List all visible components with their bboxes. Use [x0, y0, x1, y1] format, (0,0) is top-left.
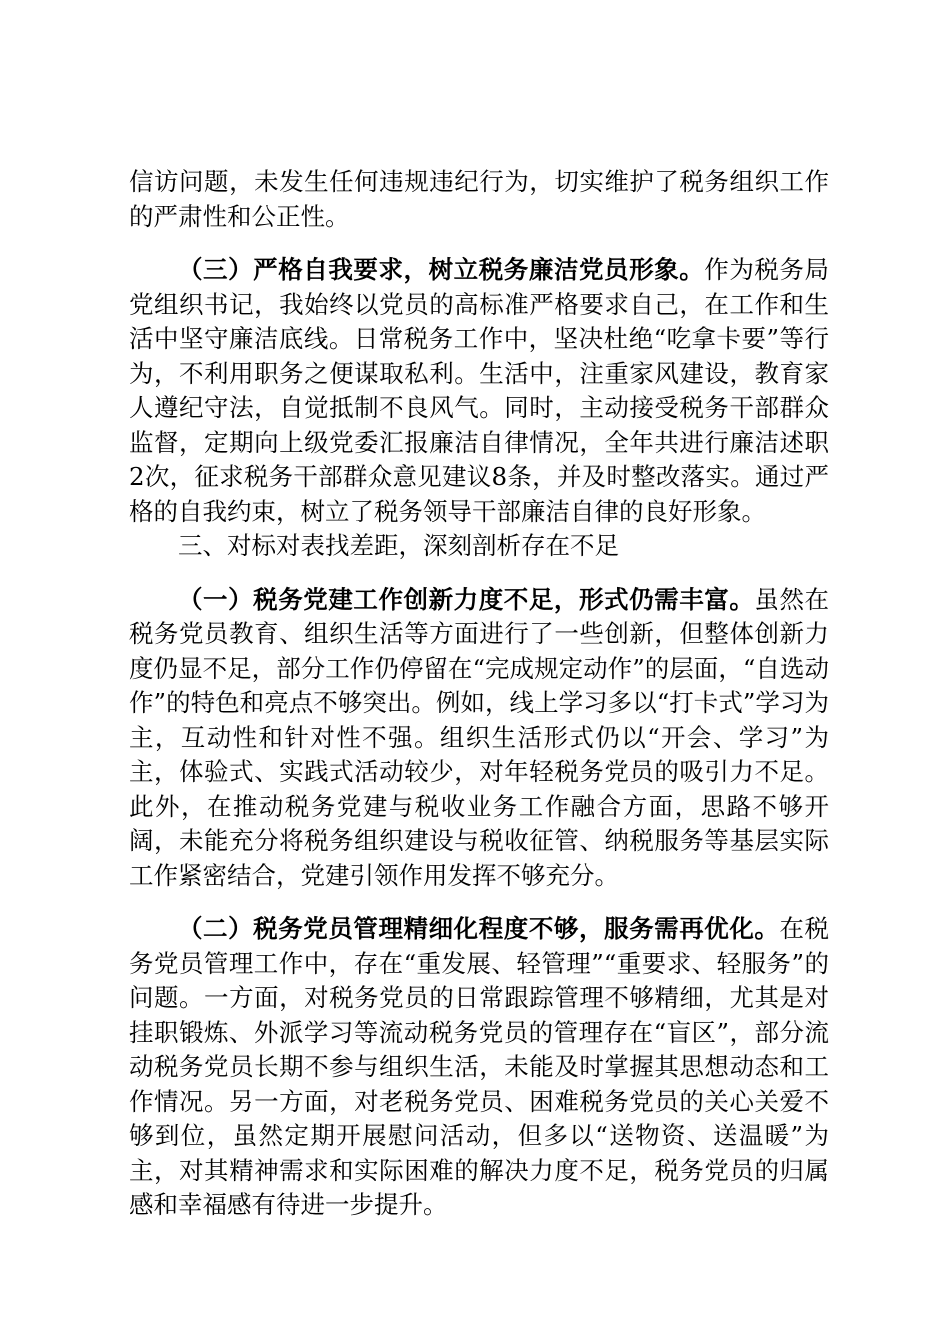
paragraph-text: 作为税务局党组织书记，我始终以党员的高标准严格要求自己，在工作和生活中坚守廉洁底线。日常税务工作中，坚决杜绝“吃拿卡要”等行为，不利用职务之便谋取私利。生活中，注重家风建设，教育家人遵纪守法，自觉抵制不良风气。同时，主动接受税务干部群众监督，定期向上级党委汇报廉洁自律情况，全年共进行廉洁述职2次，征求税务干部群众意见建议8条，并及时整改落实。通过严格的自我约束，树立了税务领导干部廉洁自律的良好形象。 — [129, 255, 830, 526]
document-page — [129, 165, 829, 1223]
paragraph-text: 虽然在税务党员教育、组织生活等方面进行了一些创新，但整体创新力度仍显不足，部分工作仍停留在“完成规定动作”的层面，“自选动作”的特色和亮点不够突出。例如，线上学习多以“打卡式”学习为主，互动性和针对性不强。组织生活形式仍以“开会、学习”为主，体验式、实践式活动较少，对年轻税务党员的吸引力不足。此外，在推动税务党建与税收业务工作融合方面，思路不够开阔，未能充分将税务组织建设与税收征管、纳税服务等基层实际工作紧密结合，党建引领作用发挥不够充分。 — [129, 584, 830, 890]
paragraph-text: 在税务党员管理工作中，存在“重发展、轻管理”“重要求、轻服务”的问题。一方面，对税务党员的日常跟踪管理不够精细，尤其是对挂职锻炼、外派学习等流动税务党员的管理存在“盲区”，部分流动税务党员长期不参与组织生活，未能及时掌握其思想动态和工作情况。另一方面，对老税务党员、困难税务党员的关心关爱不够到位，虽然定期开展慰问活动，但多以“送物资、送温暖”为主，对其精神需求和实际困难的解决力度不足，税务党员的归属感和幸福感有待进一步提升。 — [129, 914, 829, 1219]
paragraph-section-2-3 — [129, 253, 829, 529]
paragraph-section-3-2 — [129, 912, 829, 1223]
paragraph-section-3-1 — [129, 583, 829, 894]
paragraph-lead: （二）税务党员管理精细化程度不够，服务需再优化。 — [178, 914, 780, 943]
paragraph-lead: （三）严格自我要求，树立税务廉洁党员形象。 — [178, 255, 705, 284]
paragraph-lead: （一）税务党建工作创新力度不足，形式仍需丰富。 — [178, 584, 755, 614]
paragraph-continuation — [129, 165, 829, 234]
section-heading-3: 三、对标对表找差距，深刻剖析存在不足 — [178, 531, 619, 560]
paragraph-text: 信访问题，未发生任何违规违纪行为，切实维护了税务组织工作的严肃性和公正性。 — [129, 167, 829, 231]
